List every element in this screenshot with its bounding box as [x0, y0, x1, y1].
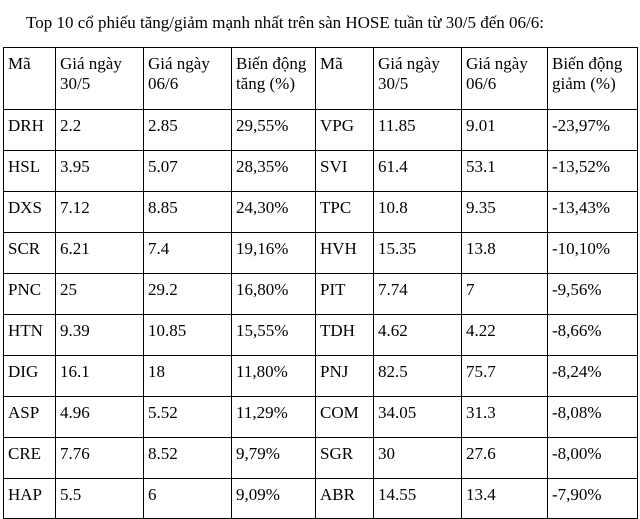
- gainer-change-cell: 9,79%: [232, 438, 316, 479]
- loser-price-3005-cell: 61.4: [374, 151, 462, 192]
- gainer-code-cell: CRE: [4, 438, 56, 479]
- header-price-0606-gainers: Giá ngày 06/6: [144, 48, 232, 110]
- loser-price-0606-cell: 53.1: [462, 151, 548, 192]
- header-change-up: Biến động tăng (%): [232, 48, 316, 110]
- gainer-price-0606-cell: 29.2: [144, 274, 232, 315]
- gainer-price-3005-cell: 16.1: [56, 356, 144, 397]
- loser-code-cell: PNJ: [316, 356, 374, 397]
- gainer-price-3005-cell: 2.2: [56, 110, 144, 151]
- loser-price-3005-cell: 82.5: [374, 356, 462, 397]
- loser-change-cell: -23,97%: [548, 110, 638, 151]
- loser-change-cell: -9,56%: [548, 274, 638, 315]
- gainer-price-0606-cell: 8.85: [144, 192, 232, 233]
- loser-price-3005-cell: 11.85: [374, 110, 462, 151]
- table-row: [4, 479, 638, 519]
- header-price-3005-losers: Giá ngày 30/5: [374, 48, 462, 110]
- gainer-price-3005-cell: 7.76: [56, 438, 144, 479]
- gainer-change-cell: 11,80%: [232, 356, 316, 397]
- gainer-change-cell: 19,16%: [232, 233, 316, 274]
- loser-code-cell: PIT: [316, 274, 374, 315]
- gainer-code-cell: HSL: [4, 151, 56, 192]
- loser-change-cell: -13,43%: [548, 192, 638, 233]
- loser-code-cell: TPC: [316, 192, 374, 233]
- loser-change-cell: -13,52%: [548, 151, 638, 192]
- gainer-price-0606-cell: 7.4: [144, 233, 232, 274]
- page-title: Top 10 cổ phiếu tăng/giảm mạnh nhất trên sàn HOSE tuần từ 30/5 đến 06/6:: [26, 13, 544, 32]
- gainer-price-0606-cell: 18: [144, 356, 232, 397]
- gainer-change-cell: 28,35%: [232, 151, 316, 192]
- gainer-code-cell: DIG: [4, 356, 56, 397]
- gainer-price-0606-cell: 10.85: [144, 315, 232, 356]
- loser-price-0606-cell: 13.4: [462, 479, 548, 519]
- gainer-price-0606-cell: 5.52: [144, 397, 232, 438]
- gainer-price-3005-cell: 4.96: [56, 397, 144, 438]
- loser-price-0606-cell: 4.22: [462, 315, 548, 356]
- gainer-price-3005-cell: 7.12: [56, 192, 144, 233]
- loser-price-3005-cell: 34.05: [374, 397, 462, 438]
- gainer-price-0606-cell: 6: [144, 479, 232, 519]
- loser-code-cell: COM: [316, 397, 374, 438]
- table-row: [4, 397, 638, 438]
- loser-price-0606-cell: 75.7: [462, 356, 548, 397]
- gainer-change-cell: 9,09%: [232, 479, 316, 519]
- table-row: [4, 356, 638, 397]
- header-price-3005-gainers: Giá ngày 30/5: [56, 48, 144, 110]
- gainer-code-cell: SCR: [4, 233, 56, 274]
- header-code-losers: Mã: [316, 48, 374, 110]
- loser-price-3005-cell: 10.8: [374, 192, 462, 233]
- gainer-code-cell: ASP: [4, 397, 56, 438]
- gainer-code-cell: HAP: [4, 479, 56, 519]
- gainer-code-cell: DXS: [4, 192, 56, 233]
- gainer-price-3005-cell: 9.39: [56, 315, 144, 356]
- gainer-code-cell: PNC: [4, 274, 56, 315]
- loser-price-3005-cell: 15.35: [374, 233, 462, 274]
- loser-price-3005-cell: 30: [374, 438, 462, 479]
- loser-price-0606-cell: 9.01: [462, 110, 548, 151]
- gainer-change-cell: 11,29%: [232, 397, 316, 438]
- gainer-price-0606-cell: 2.85: [144, 110, 232, 151]
- table-row: [4, 233, 638, 274]
- gainer-code-cell: HTN: [4, 315, 56, 356]
- table-row: [4, 274, 638, 315]
- loser-price-0606-cell: 9.35: [462, 192, 548, 233]
- loser-price-0606-cell: 27.6: [462, 438, 548, 479]
- loser-code-cell: TDH: [316, 315, 374, 356]
- loser-price-0606-cell: 31.3: [462, 397, 548, 438]
- header-code-gainers: Mã: [4, 48, 56, 110]
- loser-price-0606-cell: 7: [462, 274, 548, 315]
- loser-change-cell: -8,24%: [548, 356, 638, 397]
- gainer-code-cell: DRH: [4, 110, 56, 151]
- table-row: [4, 151, 638, 192]
- gainer-price-0606-cell: 8.52: [144, 438, 232, 479]
- gainer-price-3005-cell: 25: [56, 274, 144, 315]
- table-header-row: [4, 48, 638, 110]
- loser-change-cell: -8,08%: [548, 397, 638, 438]
- table-row: [4, 438, 638, 479]
- loser-price-3005-cell: 4.62: [374, 315, 462, 356]
- gainer-change-cell: 16,80%: [232, 274, 316, 315]
- gainer-change-cell: 29,55%: [232, 110, 316, 151]
- gainer-change-cell: 15,55%: [232, 315, 316, 356]
- table-row: [4, 110, 638, 151]
- gainer-price-3005-cell: 6.21: [56, 233, 144, 274]
- stock-table: [3, 47, 638, 519]
- header-price-0606-losers: Giá ngày 06/6: [462, 48, 548, 110]
- loser-code-cell: SGR: [316, 438, 374, 479]
- loser-price-3005-cell: 14.55: [374, 479, 462, 519]
- table-row: [4, 192, 638, 233]
- loser-change-cell: -8,00%: [548, 438, 638, 479]
- loser-change-cell: -10,10%: [548, 233, 638, 274]
- gainer-price-3005-cell: 5.5: [56, 479, 144, 519]
- loser-change-cell: -7,90%: [548, 479, 638, 519]
- gainer-change-cell: 24,30%: [232, 192, 316, 233]
- loser-price-3005-cell: 7.74: [374, 274, 462, 315]
- gainer-price-0606-cell: 5.07: [144, 151, 232, 192]
- loser-code-cell: VPG: [316, 110, 374, 151]
- header-change-down: Biến động giảm (%): [548, 48, 638, 110]
- loser-change-cell: -8,66%: [548, 315, 638, 356]
- loser-price-0606-cell: 13.8: [462, 233, 548, 274]
- loser-code-cell: SVI: [316, 151, 374, 192]
- loser-code-cell: HVH: [316, 233, 374, 274]
- table-row: [4, 315, 638, 356]
- gainer-price-3005-cell: 3.95: [56, 151, 144, 192]
- loser-code-cell: ABR: [316, 479, 374, 519]
